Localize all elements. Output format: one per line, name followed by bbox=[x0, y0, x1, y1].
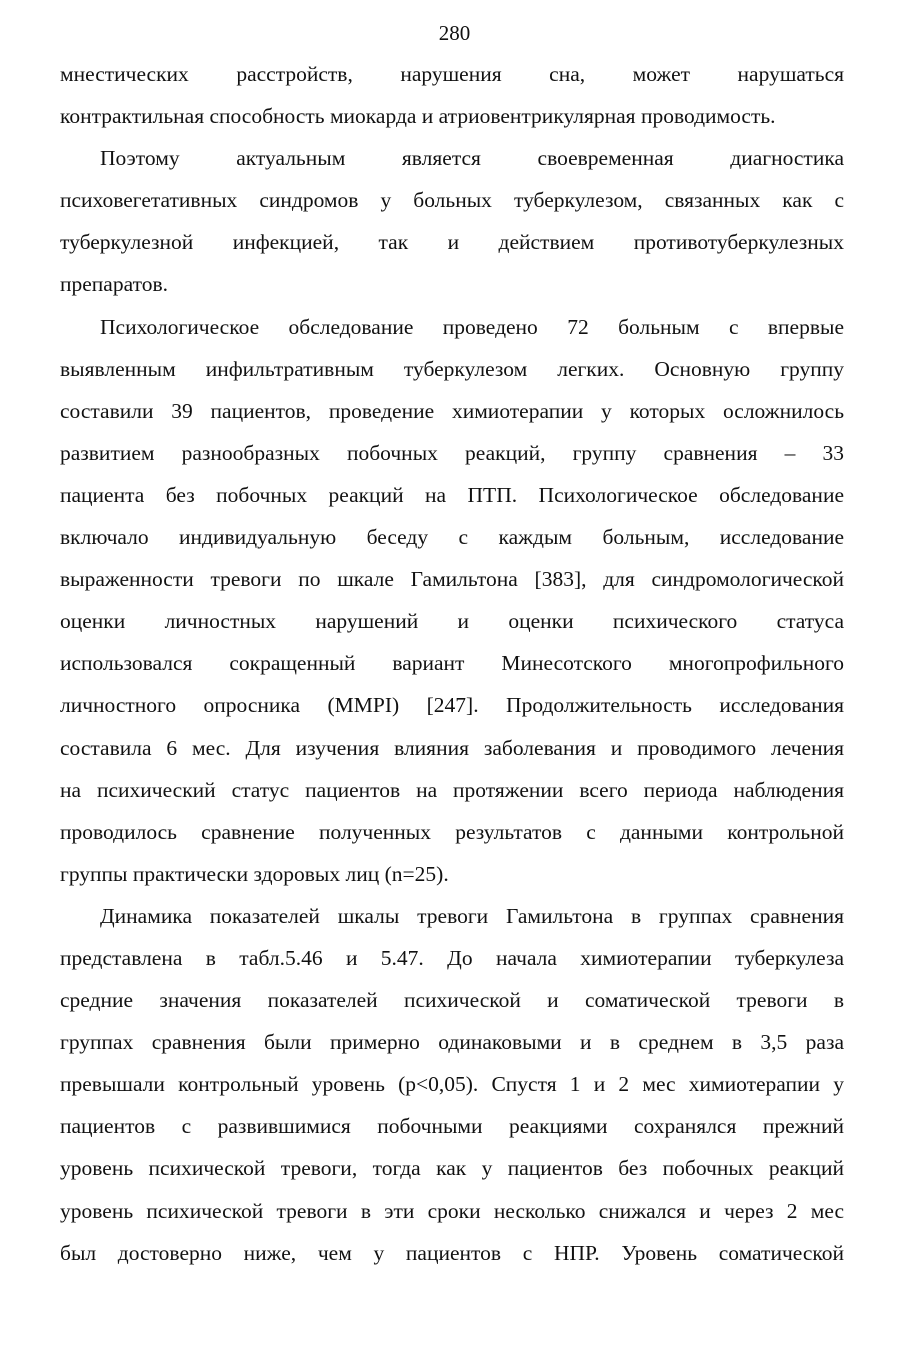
text-line: Поэтому актуальным является своевременная диагностика bbox=[100, 146, 844, 171]
text-line: пациентов с развившимися побочными реакциями сохранялся прежний bbox=[60, 1114, 844, 1139]
text-line: контрактильная способность миокарда и атриовентрикулярная проводимость. bbox=[60, 104, 776, 129]
text-line: туберкулезной инфекцией, так и действием противотуберкулезных bbox=[60, 230, 844, 255]
text-line: группы практически здоровых лиц (n=25). bbox=[60, 861, 449, 886]
text-line: включало индивидуальную беседу с каждым больным, исследование bbox=[60, 525, 844, 550]
text-line: представлена в табл.5.46 и 5.47. До начала химиотерапии туберкулеза bbox=[60, 945, 844, 970]
text-line: препаратов. bbox=[60, 272, 168, 297]
text-line: мнестических расстройств, нарушения сна, может нарушаться bbox=[60, 62, 844, 86]
text-line: развитием разнообразных побочных реакций, группу сравнения – 33 bbox=[60, 440, 844, 465]
text-line: выявленным инфильтративным туберкулезом легких. Основную группу bbox=[60, 356, 844, 381]
text-line: был достоверно ниже, чем у пациентов с НПР. Уровень соматической bbox=[60, 1240, 844, 1265]
text-line: проводилось сравнение полученных результатов с данными контрольной bbox=[60, 819, 844, 844]
text-line: психовегетативных синдромов у больных туберкулезом, связанных как с bbox=[60, 188, 844, 213]
text-line: превышали контрольный уровень (р<0,05). Спустя 1 и 2 мес химиотерапии у bbox=[60, 1072, 844, 1097]
text-line: Психологическое обследование проведено 72 больным с впервые bbox=[100, 314, 844, 339]
text-line: составили 39 пациентов, проведение химиотерапии у которых осложнилось bbox=[60, 398, 844, 423]
text-line: группах сравнения были примерно одинаковыми и в среднем в 3,5 раза bbox=[60, 1030, 844, 1055]
text-line: пациента без побочных реакций на ПТП. Психологическое обследование bbox=[60, 482, 844, 507]
text-line: на психический статус пациентов на протяжении всего периода наблюдения bbox=[60, 777, 844, 802]
text-line: уровень психической тревоги, тогда как у пациентов без побочных реакций bbox=[60, 1156, 844, 1181]
text-line: Динамика показателей шкалы тревоги Гамильтона в группах сравнения bbox=[100, 903, 844, 928]
text-line: выраженности тревоги по шкале Гамильтона [383], для синдромологической bbox=[60, 567, 844, 592]
text-line: уровень психической тревоги в эти сроки несколько снижался и через 2 мес bbox=[60, 1198, 844, 1223]
text-line: оценки личностных нарушений и оценки психического статуса bbox=[60, 609, 844, 634]
body-text bbox=[60, 56, 844, 1277]
text-line: использовался сокращенный вариант Минесотского многопрофильного bbox=[60, 651, 844, 676]
text-line: средние значения показателей психической и соматической тревоги в bbox=[60, 988, 844, 1013]
page-number: 280 bbox=[438, 21, 471, 45]
text-line: личностного опросника (MMPI) [247]. Продолжительность исследования bbox=[60, 693, 844, 718]
text-line: составила 6 мес. Для изучения влияния заболевания и проводимого лечения bbox=[60, 735, 844, 760]
